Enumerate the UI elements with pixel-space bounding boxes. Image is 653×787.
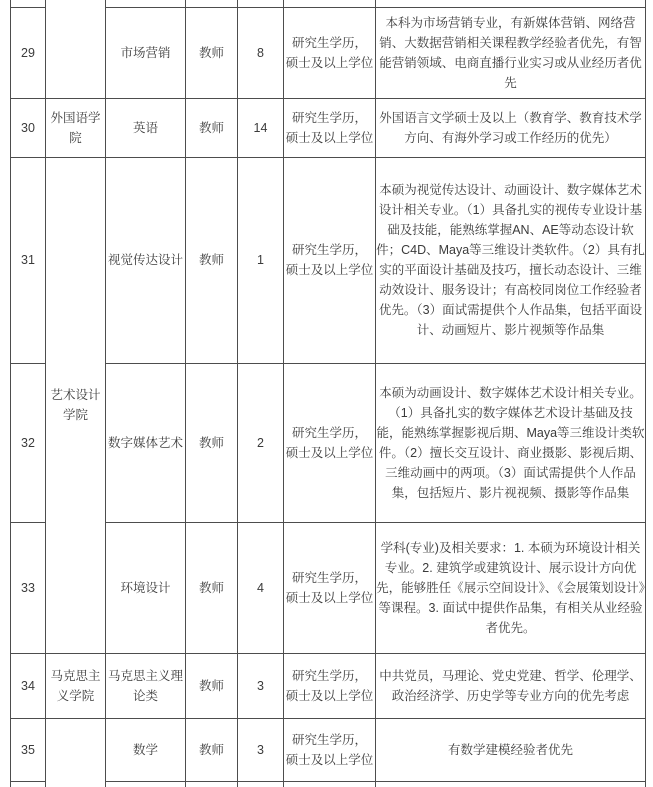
requirements-cell: 有数学建模经验者优先 xyxy=(376,718,646,781)
position-cell: 教师 xyxy=(186,363,238,522)
education-line-1: 研究生学历， xyxy=(291,668,367,683)
count-cell: 8 xyxy=(238,7,284,98)
requirements-cell xyxy=(376,781,646,787)
count-cell: 3 xyxy=(238,653,284,718)
major-cell: 数学 xyxy=(106,718,186,781)
education-cell xyxy=(284,0,376,7)
table-row xyxy=(11,98,646,157)
education-cell xyxy=(284,157,376,363)
position-cell: 教师 xyxy=(186,98,238,157)
count-cell: 1 xyxy=(238,157,284,363)
requirements-cell: 本硕为动画设计、数字媒体艺术设计相关专业。（1）具备扎实的数字媒体艺术设计基础及技能，能熟练掌握影视后期、Maya等三维设计类软件。（2）擅长交互设计、商业摄影、影视后期、三维动画中的两项。（3）面试需提供个人作品集，包括短片、影片视视频、摄影等作品集 xyxy=(376,363,646,522)
table-row xyxy=(11,0,646,7)
education-cell xyxy=(284,781,376,787)
position-cell xyxy=(186,781,238,787)
college-cell xyxy=(46,0,106,98)
education-line-2: 硕士及以上学位 xyxy=(285,130,374,145)
table-row xyxy=(11,363,646,522)
position-cell: 教师 xyxy=(186,157,238,363)
count-cell: 4 xyxy=(238,522,284,653)
row-number-cell: 30 xyxy=(11,98,46,157)
education-line-1: 研究生学历， xyxy=(291,425,367,440)
education-line-1: 研究生学历， xyxy=(291,732,367,747)
requirements-cell: 学科(专业)及相关要求：1. 本硕为环境设计相关专业。2. 建筑学或建筑设计、展示设计方向优先，能够胜任《展示空间设计》、《会展策划设计》等课程。3. 面试中提供作品集，有相关从业经验者优先。 xyxy=(376,522,646,653)
education-cell xyxy=(284,98,376,157)
education-line-2: 硕士及以上学位 xyxy=(285,590,374,605)
college-cell: 马克思主义学院 xyxy=(46,653,106,718)
major-cell xyxy=(106,781,186,787)
row-number-cell xyxy=(11,0,46,7)
count-cell xyxy=(238,781,284,787)
education-cell xyxy=(284,7,376,98)
row-number-cell: 35 xyxy=(11,718,46,781)
education-line-2: 硕士及以上学位 xyxy=(285,445,374,460)
position-cell: 教师 xyxy=(186,653,238,718)
row-number-cell: 29 xyxy=(11,7,46,98)
requirements-cell xyxy=(376,0,646,7)
college-cell: 艺术设计学院 xyxy=(46,157,106,653)
requirements-cell: 外国语言文学硕士及以上（教育学、教育技术学方向、有海外学习或工作经历的优先） xyxy=(376,98,646,157)
table-row xyxy=(11,653,646,718)
education-line-1: 研究生学历， xyxy=(291,243,367,257)
education-line-1: 研究生学历， xyxy=(291,110,367,125)
table-row xyxy=(11,522,646,653)
major-cell: 数字媒体艺术 xyxy=(106,363,186,522)
recruitment-table xyxy=(10,0,646,787)
major-cell: 英语 xyxy=(106,98,186,157)
position-cell: 教师 xyxy=(186,718,238,781)
major-cell: 视觉传达设计 xyxy=(106,157,186,363)
requirements-cell: 中共党员，马理论、党史党建、哲学、伦理学、政治经济学、历史学等专业方向的优先考虑 xyxy=(376,653,646,718)
table-row xyxy=(11,781,646,787)
education-line-2: 硕士及以上学位 xyxy=(285,263,374,277)
count-cell xyxy=(238,0,284,7)
education-line-2: 硕士及以上学位 xyxy=(285,688,374,703)
row-number-cell: 33 xyxy=(11,522,46,653)
education-line-2: 硕士及以上学位 xyxy=(285,752,374,767)
education-cell xyxy=(284,653,376,718)
education-line-2: 硕士及以上学位 xyxy=(285,55,374,70)
education-cell xyxy=(284,522,376,653)
count-cell: 14 xyxy=(238,98,284,157)
education-line-1: 研究生学历， xyxy=(291,35,367,50)
count-cell: 2 xyxy=(238,363,284,522)
row-number-cell xyxy=(11,781,46,787)
major-cell: 马克思主义理论类 xyxy=(106,653,186,718)
education-cell xyxy=(284,363,376,522)
row-number-cell: 34 xyxy=(11,653,46,718)
college-cell: 外国语学院 xyxy=(46,98,106,157)
table-row xyxy=(11,157,646,363)
education-line-1: 研究生学历， xyxy=(291,570,367,585)
table-row xyxy=(11,718,646,781)
row-number-cell: 31 xyxy=(11,157,46,363)
education-cell xyxy=(284,718,376,781)
requirements-cell: 本科为市场营销专业，有新媒体营销、网络营销、大数据营销相关课程教学经验者优先，有智能营销领域、电商直播行业实习或从业经历者优先 xyxy=(376,7,646,98)
major-cell xyxy=(106,0,186,7)
major-cell: 环境设计 xyxy=(106,522,186,653)
position-cell xyxy=(186,0,238,7)
major-cell: 市场营销 xyxy=(106,7,186,98)
row-number-cell: 32 xyxy=(11,363,46,522)
table-row xyxy=(11,7,646,98)
position-cell: 教师 xyxy=(186,7,238,98)
college-cell xyxy=(46,718,106,787)
position-cell: 教师 xyxy=(186,522,238,653)
requirements-cell: 本硕为视觉传达设计、动画设计、数字媒体艺术设计相关专业。（1）具备扎实的视传专业设计基础及技能，能熟练掌握AN、AE等动态设计软件；C4D、Maya等三维设计类软件。（2）具有扎实的平面设计基础及技巧，擅长动态设计、三维动效设计、服务设计；有高校同岗位工作经验者优先。（3）面试需提供个人作品集，包括平面设计、动画短片、影片视频等作品集 xyxy=(376,157,646,363)
count-cell: 3 xyxy=(238,718,284,781)
